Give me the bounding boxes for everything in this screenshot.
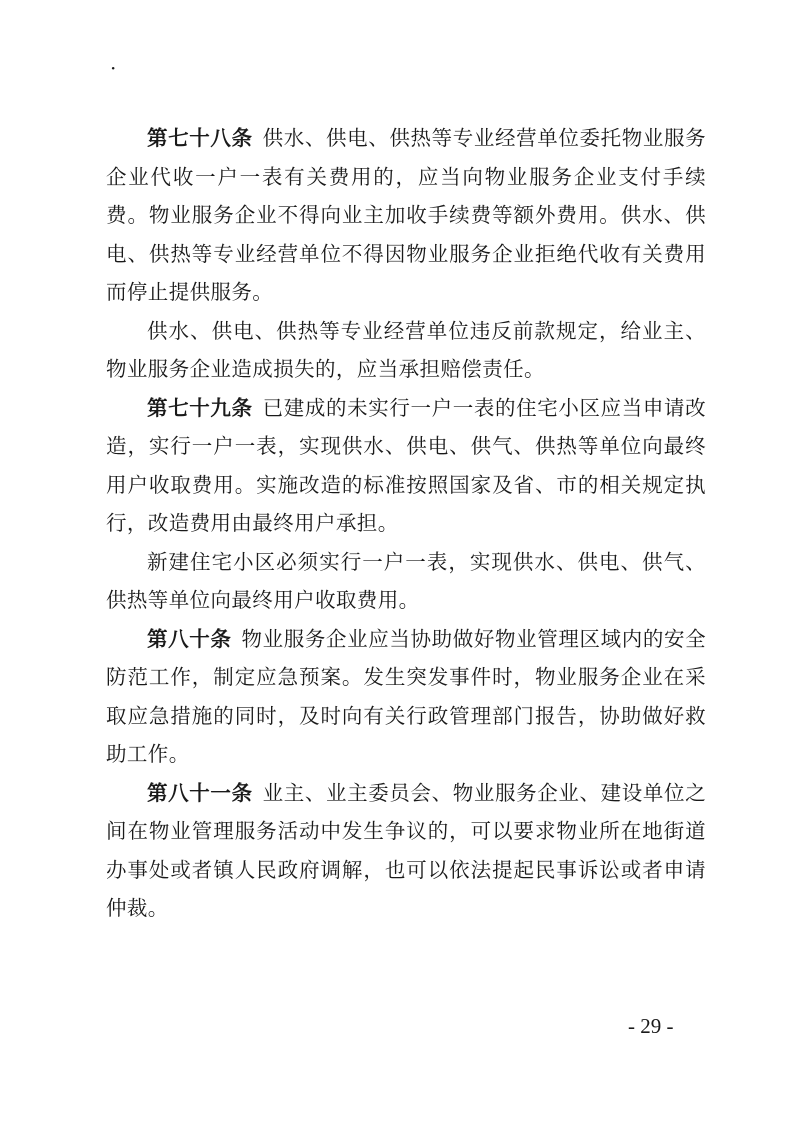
paragraph-article-79 [106,389,706,543]
document-body [106,119,706,928]
paragraph-text: 供水、供电、供热等专业经营单位违反前款规定，给业主、物业服务企业造成损失的，应当承担赔偿责任。 [106,318,706,381]
paragraph-text: 业主、业主委员会、物业服务企业、建设单位之间在物业管理服务活动中发生争议的，可以要求物业所在地街道办事处或者镇人民政府调解，也可以依法提起民事诉讼或者申请仲裁。 [106,780,706,920]
page-number: - 29 - [628,1014,674,1038]
paragraph-article-80 [106,620,706,774]
paragraph-text: 已建成的未实行一户一表的住宅小区应当申请改造，实行一户一表，实现供水、供电、供气、供热等单位向最终用户收取费用。实施改造的标准按照国家及省、市的相关规定执行，改造费用由最终用户承担。 [106,395,706,535]
article-heading: 第八十一条 [147,780,253,805]
top-mark: · [110,56,117,80]
paragraph-text: 物业服务企业应当协助做好物业管理区域内的安全防范工作，制定应急预案。发生突发事件时，物业服务企业在采取应急措施的同时，及时向有关行政管理部门报告，协助做好救助工作。 [106,626,706,766]
paragraph-text: 供水、供电、供热等专业经营单位委托物业服务企业代收一户一表有关费用的，应当向物业服务企业支付手续费。物业服务企业不得向业主加收手续费等额外费用。供水、供电、供热等专业经营单位不得因物业服务企业拒绝代收有关费用而停止提供服务。 [106,126,706,304]
article-heading: 第七十九条 [147,395,253,420]
paragraph-text: 新建住宅小区必须实行一户一表，实现供水、供电、供气、供热等单位向最终用户收取费用。 [106,549,706,612]
article-heading: 第七十八条 [147,126,253,150]
article-heading: 第八十条 [147,626,232,651]
paragraph-article-81 [106,774,706,928]
paragraph-article-79-clause-2 [106,543,706,620]
paragraph-article-78 [106,119,706,312]
paragraph-article-78-clause-2 [106,312,706,389]
